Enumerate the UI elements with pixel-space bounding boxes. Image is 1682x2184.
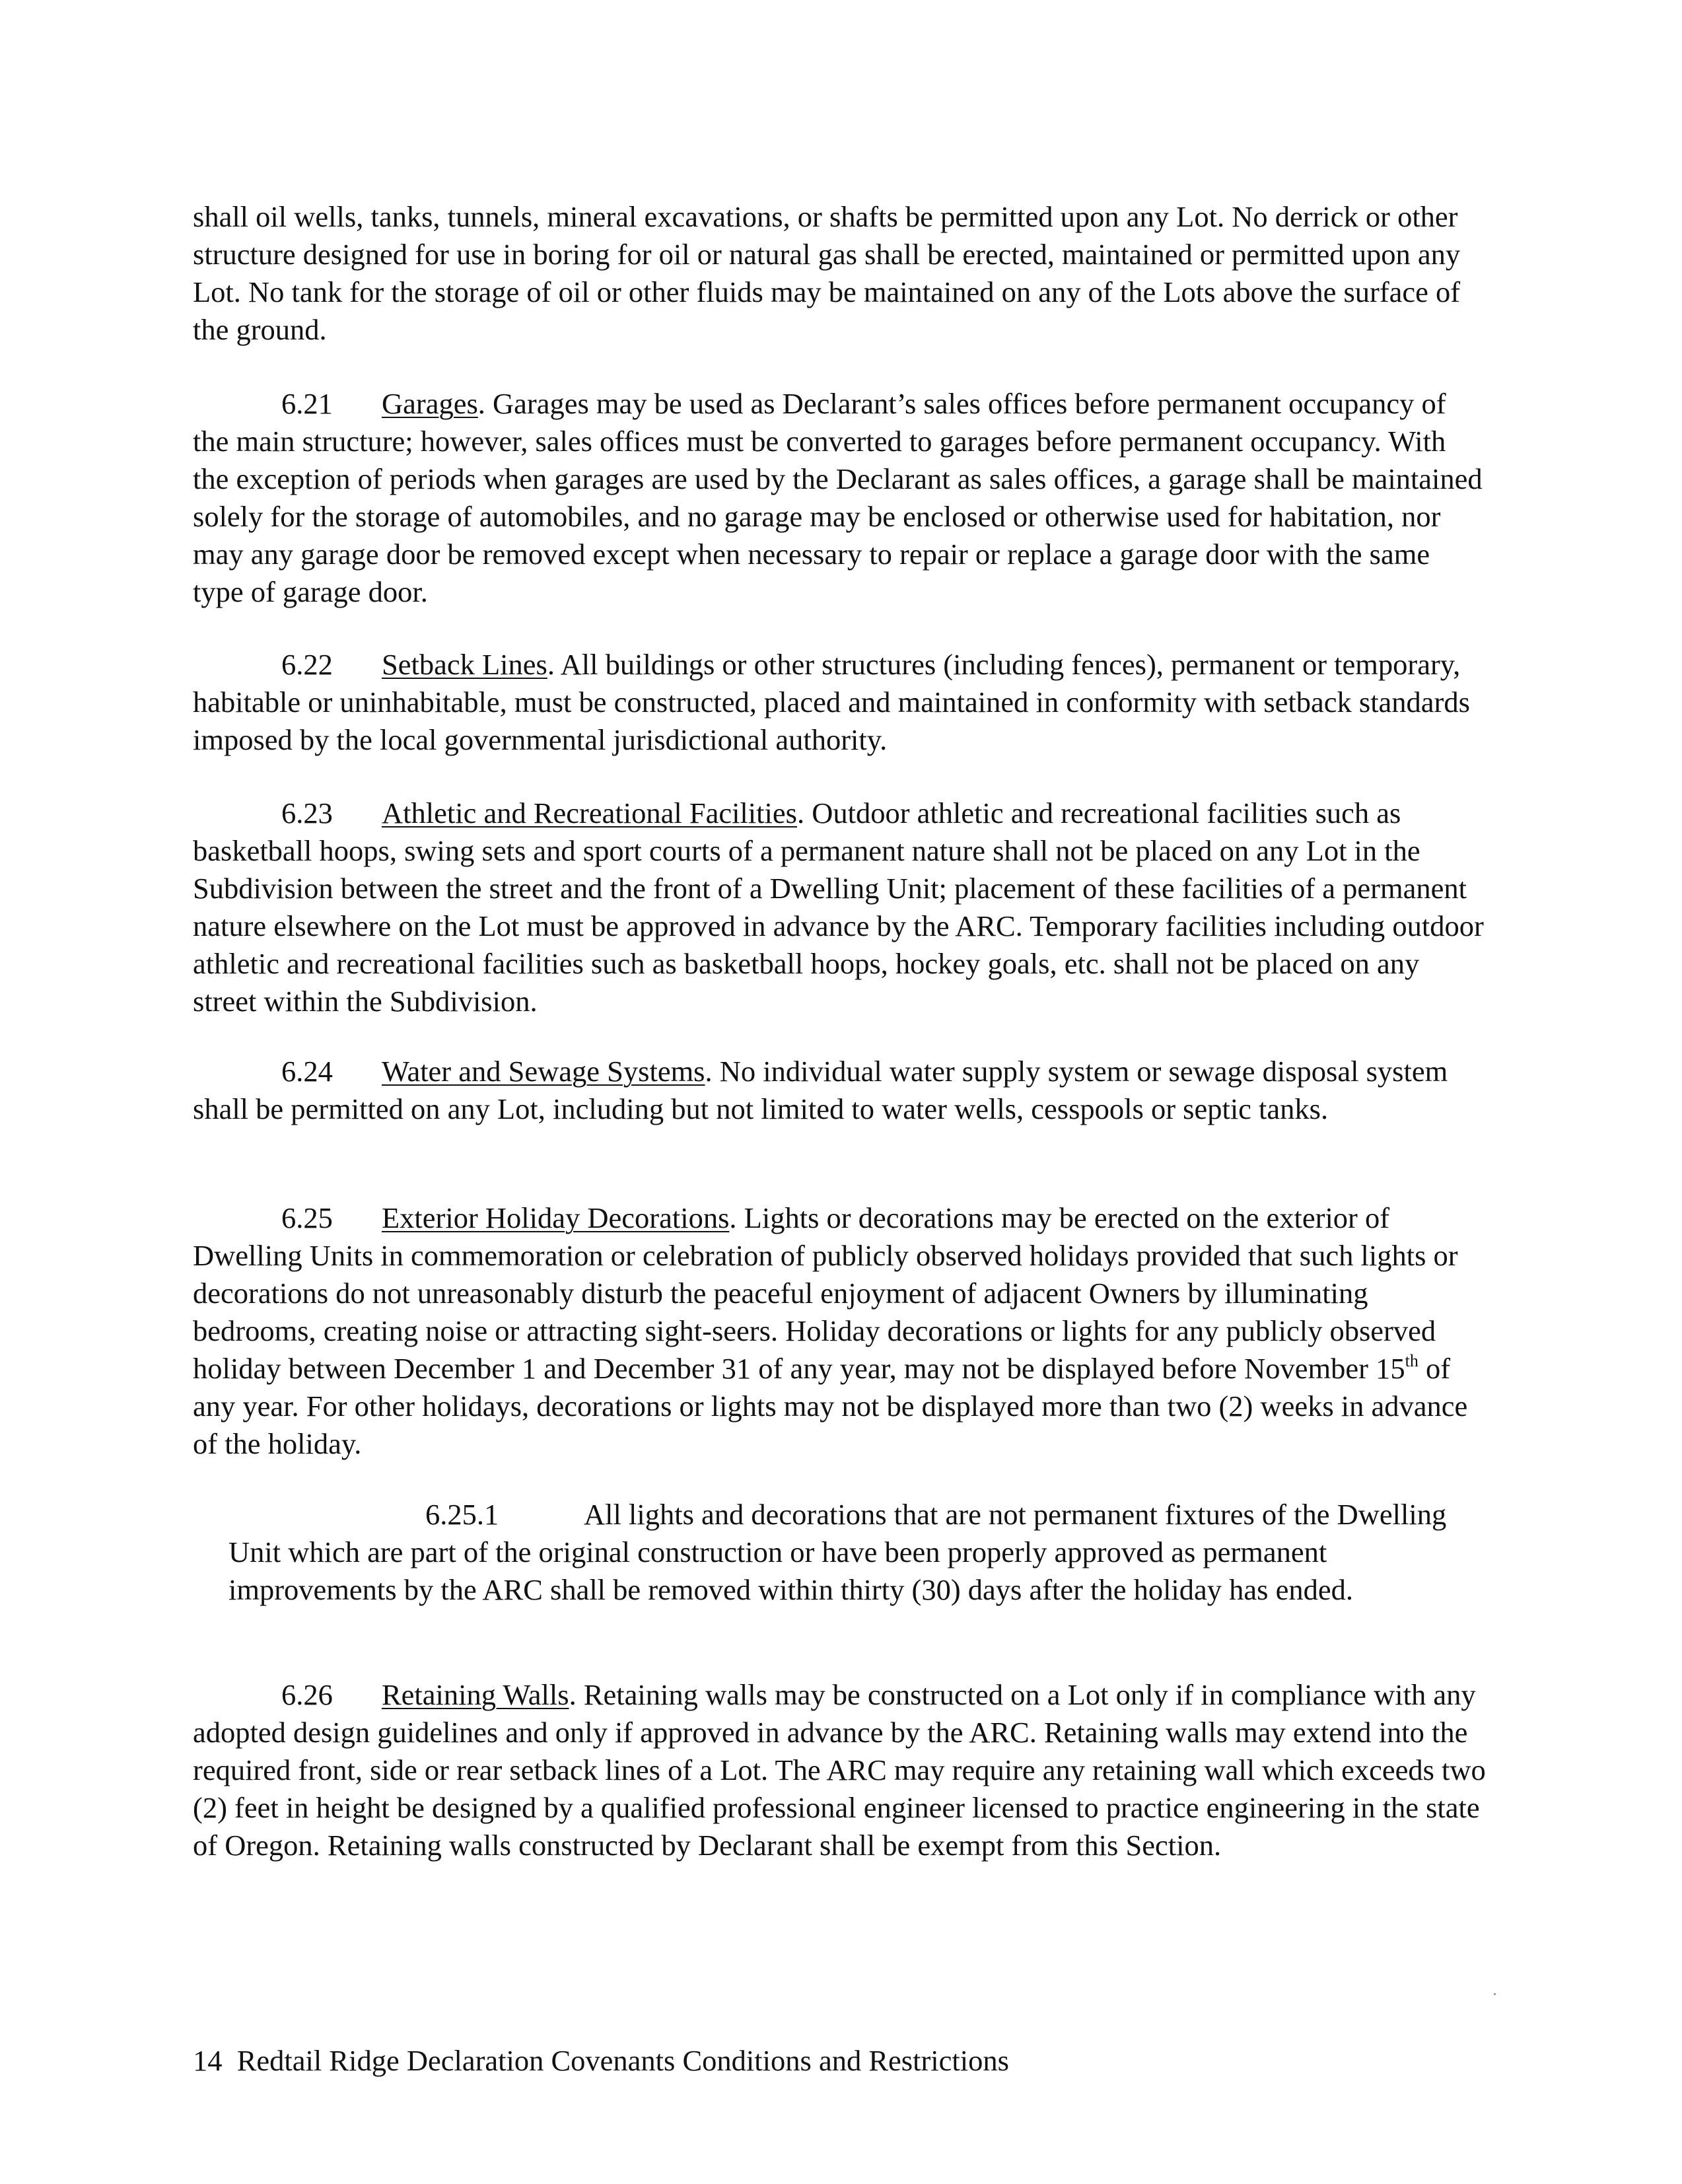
footer-title: Redtail Ridge Declaration Covenants Conditions and Restrictions (236, 2044, 1009, 2077)
section-number: 6.26 (281, 1678, 333, 1711)
section-body: . Lights or decorations may be erected on the exterior of Dwelling Units in commemoration or celebration of publicly observed holidays provided that such lights or decorations do not unreasonably disturb the peaceful enjoyment of adjacent Owners by illuminating bedrooms, creating noise or attracting sight-seers. Holiday decorations or lights for any publicly observed holiday between December 1 and December 31 of any year, may not be displayed before November 15 (193, 1201, 1458, 1385)
section-6-25 (193, 1199, 1487, 1463)
intro-paragraph (193, 198, 1487, 349)
footer-page-number: 14 (193, 2044, 223, 2077)
section-number: 6.22 (281, 648, 333, 681)
section-title: Retaining Walls (382, 1678, 569, 1711)
section-number: 6.21 (281, 387, 333, 420)
section-title: Water and Sewage Systems (382, 1055, 705, 1088)
section-number: 6.25 (281, 1201, 333, 1234)
section-body: . All buildings or other structures (including fences), permanent or temporary, habitable or uninhabitable, must be constructed, placed and maintained in conformity with setback standards imposed by the local governmental jurisdictional authority. (193, 648, 1470, 756)
section-title: Athletic and Recreational Facilities (382, 796, 797, 829)
intro-text: shall oil wells, tanks, tunnels, mineral excavations, or shafts be permitted upon any Lot. No derrick or other structure designed for use in boring for oil or natural gas shall be erected, maintained or permitted upon any Lot. No tank for the storage of oil or other fluids may be maintained on any of the Lots above the surface of the ground. (193, 200, 1461, 346)
section-body: . Retaining walls may be constructed on a Lot only if in compliance with any adopted design guidelines and only if approved in advance by the ARC. Retaining walls may extend into the required front, side or rear setback lines of a Lot. The ARC may require any retaining wall which exceeds two (2) feet in height be designed by a qualified professional engineer licensed to practice engineering in the state of Oregon. Retaining walls constructed by Declarant shall be exempt from this Section. (193, 1678, 1486, 1862)
section-6-26 (193, 1676, 1487, 1864)
section-6-21 (193, 385, 1487, 611)
section-title: Exterior Holiday Decorations (382, 1201, 730, 1234)
section-6-22 (193, 646, 1487, 759)
section-title: Garages (382, 387, 478, 420)
section-body: . Outdoor athletic and recreational facilities such as basketball hoops, swing sets and sport courts of a permanent nature shall not be placed on any Lot in the Subdivision between the street and the front of a Dwelling Unit; placement of these facilities of a permanent nature elsewhere on the Lot must be approved in advance by the ARC. Temporary facilities including outdoor athletic and recreational facilities such as basketball hoops, hockey goals, etc. shall not be placed on any street within the Subdivision. (193, 796, 1484, 1018)
section-6-23 (193, 794, 1487, 1020)
ordinal-suffix: th (1405, 1351, 1419, 1370)
scan-speck (1494, 1993, 1496, 1995)
subsection-number: 6.25.1 (425, 1498, 499, 1531)
section-number: 6.23 (281, 796, 333, 829)
section-number: 6.24 (281, 1055, 333, 1088)
section-body: . No individual water supply system or sewage disposal system shall be permitted on any Lot, including but not limited to water wells, cesspools or septic tanks. (193, 1055, 1448, 1125)
section-title: Setback Lines (382, 648, 547, 681)
section-6-24 (193, 1053, 1487, 1128)
subsection-body: All lights and decorations that are not permanent fixtures of the Dwelling Unit which are part of the original construction or have been properly approved as permanent improvements by the ARC shall be removed within thirty (30) days after the holiday has ended. (228, 1498, 1447, 1606)
section-body: . Garages may be used as Declarant’s sales offices before permanent occupancy of the main structure; however, sales offices must be converted to garages before permanent occupancy. With the exception of periods when garages are used by the Declarant as sales offices, a garage shall be maintained solely for the storage of automobiles, and no garage may be enclosed or otherwise used for habitation, nor may any garage door be removed except when necessary to repair or replace a garage door with the same type of garage door. (193, 387, 1483, 608)
page-footer (193, 2042, 1009, 2080)
section-body-continued: of any year. For other holidays, decorations or lights may not be displayed more than two (2) weeks in advance of the holiday. (193, 1352, 1468, 1460)
subsection-6-25-1 (228, 1496, 1490, 1609)
